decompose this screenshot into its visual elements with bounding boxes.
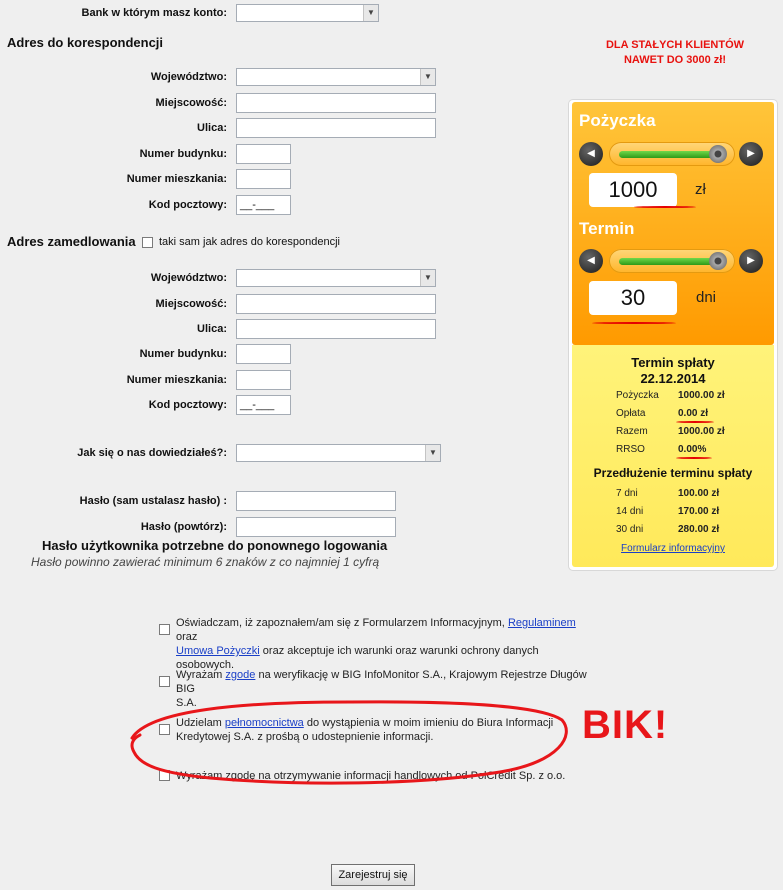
extension-title: Przedłużenie terminu spłaty: [593, 466, 753, 480]
annotation-underline: [676, 421, 714, 423]
same-address-label: taki sam jak adres do korespondencji: [159, 236, 340, 248]
consent-terms-checkbox[interactable]: [159, 624, 170, 635]
loan-agreement-link[interactable]: Umowa Pożyczki: [176, 645, 260, 657]
corr-voivodeship-label: Województwo:: [150, 71, 227, 83]
calculator-summary: [572, 345, 774, 567]
summary-value: 0.00%: [678, 444, 707, 455]
terms-link[interactable]: Regulaminem: [507, 617, 576, 629]
consent-big-part: na weryfikację w BIG InfoMonitor S.A., Krajowym Rejestrze Długów BIG: [176, 669, 587, 695]
consent-big-checkbox[interactable]: [159, 676, 170, 687]
summary-label: Razem: [616, 426, 648, 437]
promo-line: DLA STAŁYCH KLIENTÓW: [605, 39, 745, 51]
consent-terms-part: oraz: [176, 631, 198, 643]
consent-big-part: S.A.: [176, 697, 197, 709]
extension-value: 170.00 zł: [678, 506, 720, 517]
consent-bik-part: Udzielam: [176, 717, 225, 729]
loan-calculator: [569, 100, 777, 570]
summary-table: [572, 390, 774, 470]
corr-postcode-input[interactable]: __-___: [236, 195, 291, 215]
annotation-underline: [634, 206, 696, 208]
corr-voivodeship-select[interactable]: [236, 68, 436, 86]
consent-terms-part: oraz akceptuje ich warunki oraz warunki ochrony danych osobowych.: [176, 645, 539, 671]
loan-slider-fill: [619, 151, 717, 158]
reg-street-label: Ulica:: [197, 323, 227, 335]
term-slider-fill: [619, 258, 717, 265]
bank-label: Bank w którym masz konto:: [81, 7, 227, 19]
extension-label: 30 dni: [616, 524, 644, 535]
summary-value: 1000.00 zł: [678, 426, 725, 437]
info-form-link[interactable]: Formularz informacyjny: [621, 543, 725, 554]
summary-value: 1000.00 zł: [678, 390, 725, 401]
loan-title: Pożyczka: [579, 111, 656, 130]
registered-section-title: Adres zamedlowania: [7, 234, 136, 249]
repay-date: 22.12.2014: [640, 371, 706, 386]
reg-city-label: Miejscowość:: [155, 298, 227, 310]
extension-label: 14 dni: [616, 506, 644, 517]
loan-amount-field[interactable]: 1000: [589, 173, 677, 207]
password-hint: Hasło powinno zawierać minimum 6 znaków z co najmniej 1 cyfrą: [31, 555, 380, 569]
annotation-underline: [592, 322, 676, 324]
consent-marketing-text: Wyrażam zgodę na otrzymywanie informacji handlowych od PolCredit Sp. z o.o.: [176, 770, 566, 782]
term-decrease-icon[interactable]: ◀: [579, 249, 603, 273]
summary-label: RRSO: [616, 444, 645, 455]
summary-label: Opłata: [616, 408, 646, 419]
loan-slider-knob[interactable]: [709, 145, 727, 163]
chevron-down-icon: ▼: [420, 270, 435, 286]
reg-voivodeship-select[interactable]: [236, 269, 436, 287]
consent-bik-part: Kredytowej S.A. z prośbą o udostepnienie informacji.: [176, 731, 434, 743]
reg-postcode-label: Kod pocztowy:: [148, 399, 227, 411]
password-label: Hasło (sam ustalasz hasło) :: [79, 495, 227, 507]
extension-value: 280.00 zł: [678, 524, 720, 535]
loan-increase-icon[interactable]: ▶: [739, 142, 763, 166]
corr-city-input[interactable]: [236, 93, 436, 113]
term-slider[interactable]: [609, 249, 735, 273]
corr-street-label: Ulica:: [197, 122, 227, 134]
password-title: Hasło użytkownika potrzebne do ponownego logowania: [42, 538, 388, 553]
term-unit: dni: [696, 289, 717, 306]
password-input[interactable]: [236, 491, 396, 511]
power-of-attorney-link[interactable]: pełnomocnictwa: [224, 717, 304, 729]
loan-decrease-icon[interactable]: ◀: [579, 142, 603, 166]
repay-title: Termin spłaty: [631, 355, 715, 370]
term-slider-knob[interactable]: [709, 252, 727, 270]
corr-building-label: Numer budynku:: [139, 148, 227, 160]
password-repeat-label: Hasło (powtórz):: [140, 521, 227, 533]
extension-label: 7 dni: [616, 488, 638, 499]
reg-postcode-input[interactable]: __-___: [236, 395, 291, 415]
reg-building-label: Numer budynku:: [139, 348, 227, 360]
annotation-text: BIK!: [582, 703, 669, 747]
promo-text: [580, 38, 770, 68]
calculator-controls: [572, 102, 774, 345]
reg-flat-label: Numer mieszkania:: [126, 374, 227, 386]
consent-link[interactable]: zgode: [225, 669, 256, 681]
chevron-down-icon: ▼: [420, 69, 435, 85]
consent-terms-text: [176, 616, 596, 672]
corr-building-input[interactable]: [236, 144, 291, 164]
bank-select[interactable]: [236, 4, 379, 22]
same-address-checkbox[interactable]: [142, 237, 153, 248]
corr-flat-label: Numer mieszkania:: [126, 173, 227, 185]
summary-value: 0.00 zł: [678, 408, 709, 419]
summary-label: Pożyczka: [616, 390, 659, 401]
annotation-circle: [120, 690, 575, 790]
corr-city-label: Miejscowość:: [155, 97, 227, 109]
term-days-field[interactable]: 30: [589, 281, 677, 315]
chevron-down-icon: ▼: [363, 5, 378, 21]
register-button[interactable]: Zarejestruj się: [331, 864, 415, 886]
consent-terms-part: Oświadczam, iż zapoznałem/am się z Formularzem Informacyjnym,: [176, 617, 508, 629]
reg-flat-input[interactable]: [236, 370, 291, 390]
consent-bik-part: do wystąpienia w moim imieniu do Biura Informacji: [303, 717, 554, 729]
loan-unit: zł: [695, 181, 706, 198]
extension-table: [572, 488, 774, 548]
loan-slider[interactable]: [609, 142, 735, 166]
term-title: Termin: [579, 219, 635, 238]
source-select[interactable]: [236, 444, 441, 462]
reg-street-input[interactable]: [236, 319, 436, 339]
term-increase-icon[interactable]: ▶: [739, 249, 763, 273]
chevron-down-icon: ▼: [425, 445, 440, 461]
promo-line: NAWET DO 3000 zł!: [623, 54, 727, 66]
corr-flat-input[interactable]: [236, 169, 291, 189]
corr-street-input[interactable]: [236, 118, 436, 138]
reg-building-input[interactable]: [236, 344, 291, 364]
reg-city-input[interactable]: [236, 294, 436, 314]
password-repeat-input[interactable]: [236, 517, 396, 537]
consent-big-part: Wyrażam: [176, 669, 226, 681]
source-label: Jak się o nas dowiedziałeś?:: [77, 447, 227, 459]
correspondence-section-title: Adres do korespondencji: [7, 35, 164, 50]
annotation-underline: [676, 457, 712, 459]
corr-postcode-label: Kod pocztowy:: [148, 199, 227, 211]
reg-voivodeship-label: Województwo:: [150, 272, 227, 284]
extension-value: 100.00 zł: [678, 488, 720, 499]
